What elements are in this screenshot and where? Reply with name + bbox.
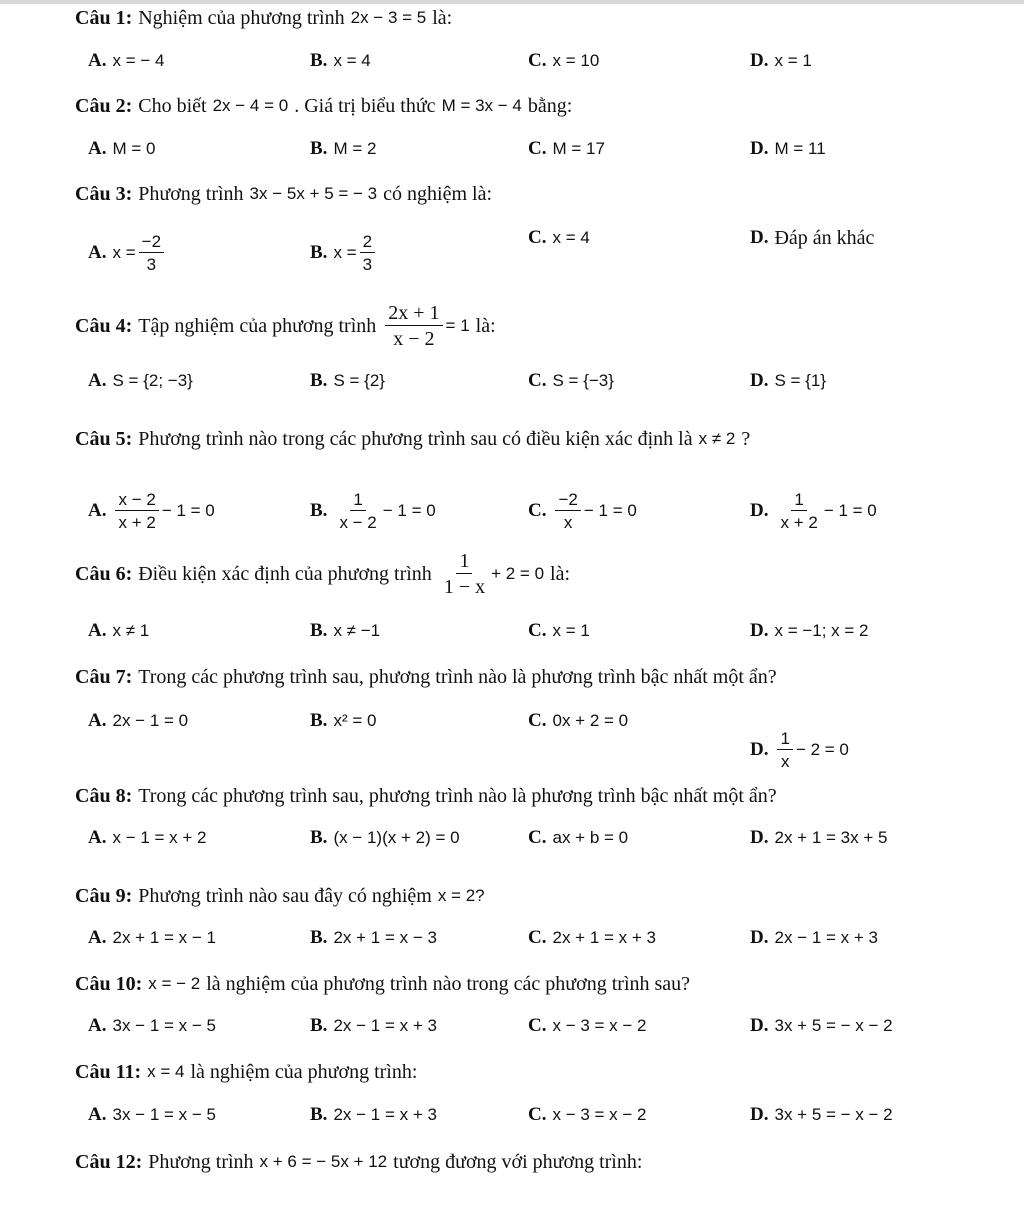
answer-option-a[interactable] bbox=[88, 825, 207, 851]
answer-option-b[interactable] bbox=[310, 825, 460, 851]
option-value: 3x + 5 = − x − 2 bbox=[774, 1016, 893, 1035]
option-letter: A. bbox=[88, 50, 107, 71]
question-2 bbox=[75, 92, 572, 120]
question-3 bbox=[75, 180, 498, 208]
fraction bbox=[777, 491, 820, 531]
option-letter: C. bbox=[528, 827, 547, 848]
option-value: (x − 1)(x + 2) = 0 bbox=[333, 828, 460, 847]
question-label: Câu 2: bbox=[75, 94, 133, 117]
question-label: Câu 11: bbox=[75, 1060, 142, 1083]
question-text: Tập nghiệm của phương trình bbox=[138, 314, 377, 337]
option-value: 2x − 1 = x + 3 bbox=[333, 1105, 437, 1124]
question-tail: tương đương với phương trình: bbox=[393, 1150, 643, 1173]
option-letter: B. bbox=[310, 50, 328, 71]
option-value: M = 0 bbox=[112, 139, 156, 158]
option-suffix: − 1 = 0 bbox=[382, 501, 436, 520]
answer-option-c[interactable] bbox=[528, 136, 605, 162]
fraction bbox=[336, 491, 379, 531]
fraction-numerator: 2x + 1 bbox=[385, 303, 442, 326]
option-letter: C. bbox=[528, 710, 547, 731]
question-math: x ≠ 2 bbox=[698, 429, 736, 448]
fraction-numerator: −2 bbox=[139, 233, 164, 253]
question-8 bbox=[75, 782, 783, 810]
option-letter: A. bbox=[88, 620, 107, 641]
answer-option-c[interactable] bbox=[528, 368, 614, 394]
answer-option-d[interactable] bbox=[750, 1013, 893, 1039]
option-value bbox=[552, 491, 636, 531]
fraction bbox=[115, 491, 158, 531]
fraction bbox=[360, 233, 375, 273]
option-value: x = 4 bbox=[552, 228, 590, 247]
option-value: x = −1; x = 2 bbox=[774, 621, 869, 640]
question-tail: là: bbox=[550, 562, 571, 585]
option-letter: A. bbox=[88, 1104, 107, 1125]
option-value: x = − 4 bbox=[112, 51, 165, 70]
option-value: x = 4 bbox=[333, 51, 371, 70]
fraction bbox=[441, 551, 488, 597]
answer-option-c[interactable] bbox=[528, 48, 599, 74]
answer-option-a[interactable] bbox=[88, 925, 216, 951]
option-value: S = {−3} bbox=[552, 371, 614, 390]
answer-option-d[interactable] bbox=[750, 722, 849, 778]
option-letter: A. bbox=[88, 1015, 107, 1036]
question-label: Câu 5: bbox=[75, 427, 133, 450]
fraction bbox=[555, 491, 580, 531]
answer-option-c[interactable] bbox=[528, 225, 590, 251]
question-math: 3x − 5x + 5 = − 3 bbox=[249, 184, 378, 203]
question-9 bbox=[75, 882, 491, 910]
fraction bbox=[777, 730, 792, 770]
question-tail-2: bằng: bbox=[527, 94, 573, 117]
question-math: x = − 2 bbox=[148, 974, 201, 993]
answer-option-d[interactable] bbox=[750, 368, 826, 394]
option-letter: C. bbox=[528, 50, 547, 71]
option-value: 2x + 1 = x − 1 bbox=[112, 928, 216, 947]
option-value: 3x + 5 = − x − 2 bbox=[774, 1105, 893, 1124]
question-12 bbox=[75, 1148, 648, 1176]
option-letter: B. bbox=[310, 1015, 328, 1036]
question-label: Câu 10: bbox=[75, 972, 143, 995]
fraction bbox=[139, 233, 164, 273]
option-suffix: − 1 = 0 bbox=[583, 501, 637, 520]
option-value bbox=[774, 491, 876, 531]
question-math: 2x − 3 = 5 bbox=[350, 8, 427, 27]
question-7 bbox=[75, 663, 783, 691]
option-value: M = 2 bbox=[333, 139, 377, 158]
question-text: Phương trình bbox=[148, 1150, 254, 1173]
fraction-numerator: 1 bbox=[456, 551, 472, 574]
option-suffix: − 1 = 0 bbox=[161, 501, 215, 520]
option-value: x² = 0 bbox=[333, 711, 377, 730]
option-value bbox=[774, 730, 848, 770]
question-math-2: M = 3x − 4 bbox=[441, 96, 522, 115]
option-letter: C. bbox=[528, 370, 547, 391]
option-letter: A. bbox=[88, 138, 107, 159]
option-value: M = 11 bbox=[774, 139, 826, 158]
option-value: x = 1 bbox=[774, 51, 812, 70]
question-10 bbox=[75, 970, 696, 998]
option-value: S = {2; −3} bbox=[112, 371, 193, 390]
answer-option-b[interactable] bbox=[310, 1013, 437, 1039]
answer-option-b[interactable] bbox=[310, 618, 380, 644]
option-value: 2x + 1 = 3x + 5 bbox=[774, 828, 888, 847]
option-letter: A. bbox=[88, 827, 107, 848]
option-letter: B. bbox=[310, 620, 328, 641]
answer-option-d[interactable] bbox=[750, 925, 878, 951]
question-tail: là nghiệm của phương trình: bbox=[190, 1060, 418, 1083]
option-value: 2x + 1 = x + 3 bbox=[552, 928, 656, 947]
fraction-denominator: x − 2 bbox=[393, 328, 435, 350]
option-value: M = 17 bbox=[552, 139, 605, 158]
answer-option-c[interactable] bbox=[528, 708, 628, 734]
answer-option-c[interactable] bbox=[528, 483, 637, 539]
answer-option-a[interactable] bbox=[88, 708, 188, 734]
answer-option-d[interactable] bbox=[750, 483, 877, 539]
fraction-denominator: x bbox=[563, 513, 573, 532]
option-letter: A. bbox=[88, 710, 107, 731]
option-value bbox=[112, 491, 214, 531]
answer-option-a[interactable] bbox=[88, 368, 193, 394]
fraction-denominator: x bbox=[780, 752, 790, 771]
option-letter: C. bbox=[528, 927, 547, 948]
question-6 bbox=[75, 548, 576, 600]
fraction-denominator: 3 bbox=[362, 255, 373, 274]
option-letter: D. bbox=[750, 138, 769, 159]
question-math-after: = 1 bbox=[445, 316, 470, 335]
option-letter: B. bbox=[310, 827, 328, 848]
option-value: ax + b = 0 bbox=[552, 828, 629, 847]
option-suffix: − 2 = 0 bbox=[795, 740, 849, 759]
question-label: Câu 3: bbox=[75, 182, 133, 205]
question-tail: là: bbox=[475, 314, 496, 337]
question-tail: có nghiệm là: bbox=[383, 182, 492, 205]
answer-option-a[interactable] bbox=[88, 136, 155, 162]
answer-option-b[interactable] bbox=[310, 483, 436, 539]
question-label: Câu 1: bbox=[75, 6, 133, 29]
option-prefix: x = bbox=[112, 243, 136, 262]
option-value: x = 1 bbox=[552, 621, 590, 640]
answer-option-d[interactable] bbox=[750, 136, 826, 162]
fraction-denominator: 1 − x bbox=[443, 576, 486, 598]
question-text: Cho biết bbox=[138, 94, 207, 117]
question-4 bbox=[75, 300, 502, 352]
option-value: x − 3 = x − 2 bbox=[552, 1016, 647, 1035]
answer-option-c[interactable] bbox=[528, 925, 656, 951]
option-value bbox=[112, 233, 167, 273]
option-value: x ≠ −1 bbox=[333, 621, 381, 640]
option-value: 2x − 1 = 0 bbox=[112, 711, 189, 730]
option-letter: C. bbox=[528, 138, 547, 159]
option-value: Đáp án khác bbox=[774, 226, 875, 249]
option-letter: B. bbox=[310, 500, 328, 521]
answer-option-d[interactable] bbox=[750, 1102, 893, 1128]
option-letter: D. bbox=[750, 827, 769, 848]
option-value: 2x + 1 = x − 3 bbox=[333, 928, 437, 947]
answer-option-b[interactable] bbox=[310, 136, 376, 162]
answer-option-b[interactable] bbox=[310, 925, 437, 951]
answer-option-a[interactable] bbox=[88, 225, 167, 281]
option-suffix: − 1 = 0 bbox=[823, 501, 877, 520]
question-tail: ? bbox=[741, 427, 751, 450]
answer-option-c[interactable] bbox=[528, 1102, 647, 1128]
option-letter: C. bbox=[528, 1015, 547, 1036]
question-label: Câu 8: bbox=[75, 784, 133, 807]
option-prefix: x = bbox=[333, 243, 357, 262]
option-letter: B. bbox=[310, 927, 328, 948]
option-letter: A. bbox=[88, 370, 107, 391]
answer-option-d[interactable] bbox=[750, 618, 869, 644]
fraction-numerator: −2 bbox=[555, 491, 580, 511]
option-letter: A. bbox=[88, 242, 107, 263]
option-letter: D. bbox=[750, 739, 769, 760]
question-math: 2x − 4 = 0 bbox=[212, 96, 289, 115]
question-label: Câu 4: bbox=[75, 314, 133, 337]
option-letter: B. bbox=[310, 1104, 328, 1125]
option-value bbox=[333, 233, 378, 273]
answer-option-b[interactable] bbox=[310, 708, 376, 734]
option-value bbox=[333, 491, 435, 531]
option-letter: D. bbox=[750, 1104, 769, 1125]
option-letter: A. bbox=[88, 927, 107, 948]
answer-option-b[interactable] bbox=[310, 1102, 437, 1128]
option-value: 2x − 1 = x + 3 bbox=[333, 1016, 437, 1035]
option-value: x − 1 = x + 2 bbox=[112, 828, 207, 847]
question-math: x + 6 = − 5x + 12 bbox=[259, 1152, 388, 1171]
answer-option-c[interactable] bbox=[528, 618, 590, 644]
fraction-numerator: 2 bbox=[360, 233, 375, 253]
question-text: Phương trình bbox=[138, 182, 244, 205]
option-value: S = {2} bbox=[333, 371, 385, 390]
answer-option-a[interactable] bbox=[88, 1013, 216, 1039]
option-value: x − 3 = x − 2 bbox=[552, 1105, 647, 1124]
option-value: x ≠ 1 bbox=[112, 621, 150, 640]
option-value: S = {1} bbox=[774, 371, 827, 390]
option-value: 3x − 1 = x − 5 bbox=[112, 1105, 216, 1124]
fraction-numerator: 1 bbox=[777, 730, 792, 750]
answer-option-b[interactable] bbox=[310, 48, 371, 74]
option-value: 3x − 1 = x − 5 bbox=[112, 1016, 216, 1035]
fraction-numerator: 1 bbox=[350, 491, 365, 511]
question-label: Câu 6: bbox=[75, 562, 133, 585]
fraction-denominator: 3 bbox=[146, 255, 157, 274]
answer-option-a[interactable] bbox=[88, 483, 215, 539]
option-letter: D. bbox=[750, 927, 769, 948]
fraction-denominator: x − 2 bbox=[339, 513, 377, 532]
fraction bbox=[385, 303, 442, 349]
question-text: Điều kiện xác định của phương trình bbox=[138, 562, 432, 585]
question-math: x = 2? bbox=[437, 886, 485, 905]
question-tail: là nghiệm của phương trình nào trong các phương trình sau? bbox=[206, 972, 691, 995]
option-letter: D. bbox=[750, 1015, 769, 1036]
fraction-denominator: x + 2 bbox=[118, 513, 156, 532]
answer-option-c[interactable] bbox=[528, 825, 628, 851]
fraction-denominator: x + 2 bbox=[780, 513, 818, 532]
option-letter: D. bbox=[750, 227, 769, 248]
answer-option-a[interactable] bbox=[88, 618, 149, 644]
question-1 bbox=[75, 4, 458, 32]
option-value: 2x − 1 = x + 3 bbox=[774, 928, 878, 947]
answer-option-d[interactable] bbox=[750, 225, 874, 251]
question-label: Câu 12: bbox=[75, 1150, 143, 1173]
option-letter: D. bbox=[750, 50, 769, 71]
answer-option-a[interactable] bbox=[88, 48, 164, 74]
option-letter: B. bbox=[310, 710, 328, 731]
answer-option-d[interactable] bbox=[750, 48, 812, 74]
question-text: Phương trình nào trong các phương trình sau có điều kiện xác định là bbox=[138, 427, 693, 450]
option-letter: B. bbox=[310, 138, 328, 159]
question-text: Phương trình nào sau đây có nghiệm bbox=[138, 884, 432, 907]
option-letter: D. bbox=[750, 370, 769, 391]
option-letter: D. bbox=[750, 620, 769, 641]
option-letter: C. bbox=[528, 620, 547, 641]
option-letter: C. bbox=[528, 500, 547, 521]
question-5 bbox=[75, 425, 756, 453]
answer-option-c[interactable] bbox=[528, 1013, 647, 1039]
option-letter: C. bbox=[528, 1104, 547, 1125]
answer-option-b[interactable] bbox=[310, 225, 378, 281]
option-value: 0x + 2 = 0 bbox=[552, 711, 629, 730]
option-letter: B. bbox=[310, 242, 328, 263]
option-letter: A. bbox=[88, 500, 107, 521]
fraction-numerator: 1 bbox=[791, 491, 806, 511]
option-value: x = 10 bbox=[552, 51, 600, 70]
question-label: Câu 7: bbox=[75, 665, 133, 688]
answer-option-b[interactable] bbox=[310, 368, 385, 394]
option-letter: B. bbox=[310, 370, 328, 391]
question-tail: . Giá trị biểu thức bbox=[294, 94, 436, 117]
question-math: x = 4 bbox=[147, 1062, 185, 1081]
answer-option-a[interactable] bbox=[88, 1102, 216, 1128]
option-letter: C. bbox=[528, 227, 547, 248]
question-11 bbox=[75, 1058, 423, 1086]
question-math-after: + 2 = 0 bbox=[491, 564, 545, 583]
question-text: Nghiệm của phương trình bbox=[138, 6, 345, 29]
fraction-numerator: x − 2 bbox=[115, 491, 158, 511]
question-tail: là: bbox=[432, 6, 453, 29]
answer-option-d[interactable] bbox=[750, 825, 887, 851]
question-label: Câu 9: bbox=[75, 884, 133, 907]
question-text: Trong các phương trình sau, phương trình nào là phương trình bậc nhất một ẩn? bbox=[138, 665, 777, 688]
question-text: Trong các phương trình sau, phương trình nào là phương trình bậc nhất một ẩn? bbox=[138, 784, 777, 807]
option-letter: D. bbox=[750, 500, 769, 521]
